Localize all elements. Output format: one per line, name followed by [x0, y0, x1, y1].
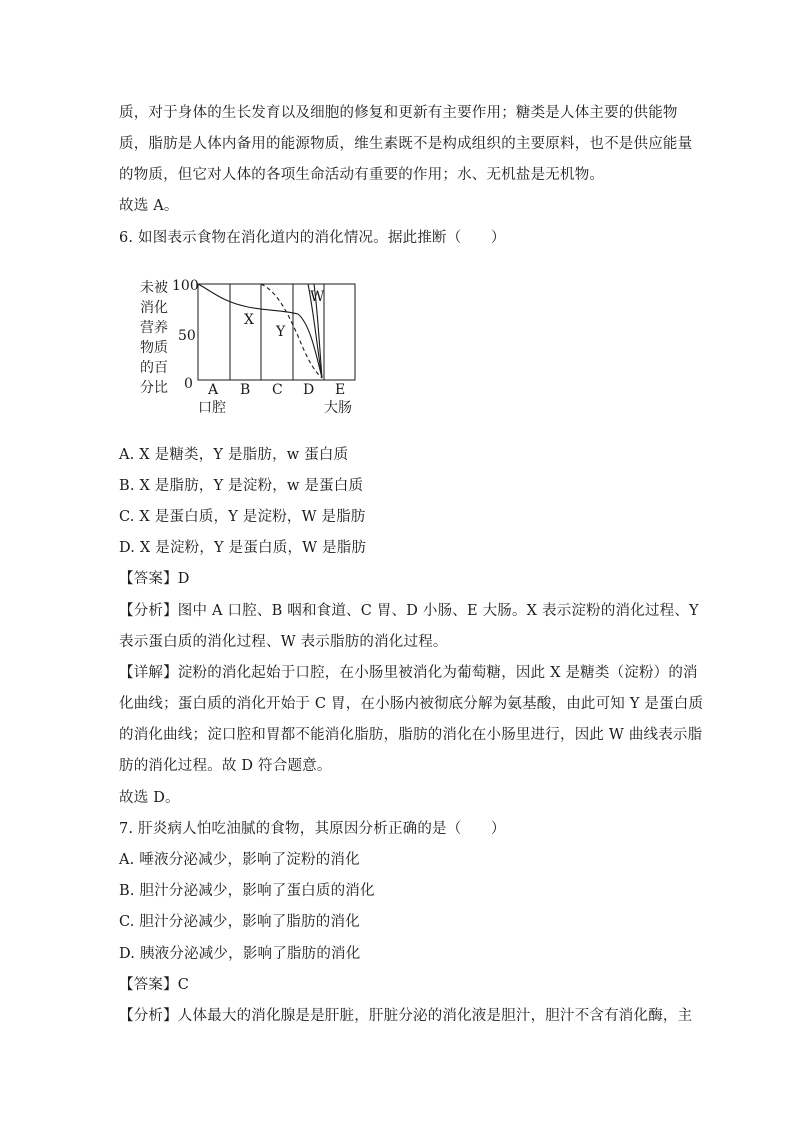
option-a: A. 唾液分泌减少，影响了淀粉的消化	[119, 852, 360, 868]
option-b: B. 胆汁分泌减少，影响了蛋白质的消化	[119, 883, 375, 899]
detail-line: 肪的消化过程。故 D 符合题意。	[119, 758, 332, 774]
option-d: D. 胰液分泌减少，影响了脂肪的消化	[119, 946, 361, 962]
section-note-e: 大肠	[324, 400, 352, 416]
ytick-label: 50	[178, 328, 196, 344]
section-label: A	[208, 382, 219, 398]
analysis-line: 【分析】图中 A 口腔、B 咽和食道、C 胃、D 小肠、E 大肠。X 表示淀粉的消化过程、Y	[119, 603, 699, 619]
section-label: C	[272, 382, 283, 398]
paragraph-line: 的物质，但它对人体的各项生命活动有重要的作用；水、无机盐是无机物。	[119, 167, 605, 183]
ylabel-line: 的百	[140, 360, 168, 376]
ylabel-line: 消化	[140, 300, 168, 316]
section-note-a: 口腔	[198, 400, 226, 416]
ylabel-line: 未被	[140, 280, 168, 296]
question-7: 7. 肝炎病人怕吃油腻的食物，其原因分析正确的是（ ）	[119, 821, 506, 837]
analysis-line: 表示蛋白质的消化过程、W 表示脂肪的消化过程。	[119, 634, 448, 650]
curve-label-x: X	[244, 312, 254, 328]
ylabel-line: 物质	[140, 340, 168, 356]
answer-selection: 故选 D。	[119, 790, 180, 806]
paragraph-line: 质，对于身体的生长发育以及细胞的修复和更新有主要作用；糖类是人体主要的供能物	[119, 105, 678, 121]
ylabel-line: 营养	[140, 320, 168, 336]
option-c: C. X 是蛋白质，Y 是淀粉，W 是脂肪	[119, 509, 366, 525]
detail-line: 化曲线；蛋白质的消化开始于 C 胃，在小肠内被彻底分解为氨基酸，由此可知 Y 是蛋白质	[119, 696, 704, 712]
ytick-label: 0	[184, 376, 193, 392]
ylabel-line: 分比	[140, 380, 168, 396]
section-label: D	[303, 382, 315, 398]
detail-line: 【详解】淀粉的消化起始于口腔，在小肠里被消化为葡萄糖，因此 X 是糖类（淀粉）的消	[119, 665, 698, 681]
option-c: C. 胆汁分泌减少，影响了脂肪的消化	[119, 914, 360, 930]
section-label: E	[335, 382, 346, 398]
digestion-graph	[138, 274, 378, 424]
answer-selection: 故选 A。	[119, 198, 179, 214]
answer-line: 【答案】C	[119, 977, 190, 993]
section-label: B	[240, 382, 251, 398]
digestion-diagram	[138, 274, 378, 424]
curve-x	[198, 284, 322, 378]
option-b: B. X 是脂肪，Y 是淀粉，w 是蛋白质	[119, 478, 364, 494]
curve-label-y: Y	[276, 324, 286, 340]
analysis-line: 【分析】人体最大的消化腺是是肝脏，肝脏分泌的消化液是胆汁，胆汁不含有消化酶，主	[119, 1008, 693, 1024]
ytick-label: 100	[172, 278, 199, 294]
curve-label-w: W	[310, 289, 325, 305]
option-d: D. X 是淀粉，Y 是蛋白质，W 是脂肪	[119, 540, 367, 556]
question-6: 6. 如图表示食物在消化道内的消化情况。据此推断（ ）	[119, 230, 506, 246]
option-a: A. X 是糖类，Y 是脂肪，w 蛋白质	[119, 447, 349, 463]
paragraph-line: 质，脂肪是人体内备用的能源物质，维生素既不是构成组织的主要原料，也不是供应能量	[119, 136, 693, 152]
answer-line: 【答案】D	[119, 571, 190, 587]
detail-line: 的消化曲线；淀口腔和胃都不能消化脂肪，脂肪的消化在小肠里进行，因此 W 曲线表示脂	[119, 727, 703, 743]
